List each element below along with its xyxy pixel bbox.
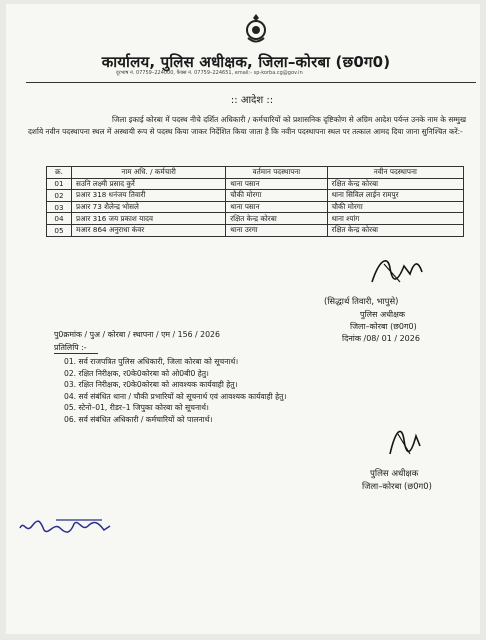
cell-new: रक्षित केन्द्र कोरबा: [327, 224, 463, 236]
cell-current: चौकी मोरगा: [226, 190, 327, 202]
signature-image: [366, 252, 426, 292]
copy-item: 06. सर्व संबंधित अधिकारी / कर्मचारियों को पालनार्थ।: [64, 414, 213, 424]
copy-item: 01. सर्व राजपत्रित पुलिस अधिकारी, जिला कोरबा को सूचनार्थ।: [64, 357, 239, 366]
order-heading: :: आदेश ::: [230, 95, 274, 106]
cell-serial: 02: [47, 190, 72, 202]
document-page: [6, 4, 480, 634]
copy-item: 05. स्टेनो–01, रीडर–1 जिपुका कोरबा को सूचनार्थ।: [64, 403, 209, 413]
cell-serial: 01: [47, 178, 72, 190]
table-row: [47, 190, 464, 202]
handwritten-date-note: [16, 514, 116, 540]
table-row: [47, 224, 464, 236]
cell-new: रक्षित केन्द्र कोरबा: [327, 178, 463, 190]
cell-serial: 04: [47, 213, 72, 225]
cell-current: थाना उरगा: [226, 224, 327, 236]
col-serial: क्र.: [47, 167, 72, 179]
order-body-text: जिला इकाई कोरबा में पदस्थ नीचे दर्शित अधिकारी / कर्मचारियों को प्रशासनिक दृष्टिकोण से अग्रिम आदेश पर्यन्त उनके नाम के सम्मुख दर्शाये नवीन पदस्थापना स्थल में अस्थायी रूप से पदस्थ किया जाकर निर्देशित किया जाता है कि नवीन पदस्थापना स्थल पर तत्काल आमद दिया जाना सुनिश्चित करें:-: [28, 115, 466, 136]
table-header-row: [47, 167, 464, 179]
cell-serial: 03: [47, 201, 72, 213]
copy-item: 04. सर्व संबंधित थाना / चौकी प्रभारियों को सूचनार्थ एवं आवश्यक कार्यवाही हेतु।: [64, 391, 287, 401]
header-divider: [26, 82, 476, 83]
contact-line: दूरभाष नं. 07759–224000, फैक्स नं. 07759–224651, email:- sp-korba.cg@gov.in: [116, 70, 303, 76]
copy-item: 03. रक्षित निरीक्षक, र0के0कोरबा को आवश्यक कार्यवाही हेतु।: [64, 380, 238, 390]
table-row: [47, 178, 464, 190]
copy-heading: प्रतिलिपि :-: [54, 343, 87, 352]
signatory-office-2: जिला–कोरबा (छ0ग0): [362, 481, 432, 491]
cell-current: थाना पसान: [226, 178, 327, 190]
order-date: दिनांक /08/ 01 / 2026: [342, 334, 420, 343]
police-emblem-icon: [242, 12, 270, 46]
col-new-posting: नवीन पदस्थापना: [327, 167, 463, 179]
postings-table: [46, 166, 464, 237]
memo-number: पु0क्रमांक / पुअ / कोरबा / स्थापना / एम / 156 / 2026: [54, 330, 220, 339]
cell-new: चौकी मोरगा: [327, 201, 463, 213]
cell-name: प्रआर 316 जय प्रकाश यादव: [72, 213, 226, 225]
cell-current: थाना पसान: [226, 201, 327, 213]
table-row: [47, 213, 464, 225]
signatory-office: जिला–कोरबा (छ0ग0): [350, 322, 417, 331]
cell-serial: 05: [47, 224, 72, 236]
col-name: नाम अधि. / कर्मचारी: [72, 167, 226, 179]
cell-name: प्रआर 318 धनंजय तिवारी: [72, 190, 226, 202]
office-title: कार्यालय, पुलिस अधीक्षक, जिला–कोरबा (छ0ग0): [101, 53, 391, 71]
col-current-posting: वर्तमान पदस्थापना: [226, 167, 327, 179]
signature-image-2: [384, 420, 426, 464]
cell-new: थाना सिविल लाईन रामपुर: [327, 190, 463, 202]
cell-name: मआर 864 अनुराधा कंवर: [72, 224, 226, 236]
copy-list: [64, 356, 286, 426]
signatory-designation: पुलिस अधीक्षक: [360, 310, 405, 319]
table-row: [47, 201, 464, 213]
cell-current: रक्षित केन्द्र कोरबा: [226, 213, 327, 225]
copy-item: 02. रक्षित निरीक्षक, र0के0कोरबा को ओ0बी0 हेतु।: [64, 368, 209, 378]
signatory-name: (सिद्धार्थ तिवारी, भापुसे): [324, 296, 399, 306]
signatory-designation-2: पुलिस अधीक्षक: [370, 469, 419, 479]
copy-heading-underline: [54, 353, 98, 354]
cell-name: सउनि लक्ष्मी प्रसाद कुर्रे: [72, 178, 226, 190]
cell-name: प्रआर 73 शैलेन्द्र भोसले: [72, 201, 226, 213]
cell-new: थाना श्यांग: [327, 213, 463, 225]
